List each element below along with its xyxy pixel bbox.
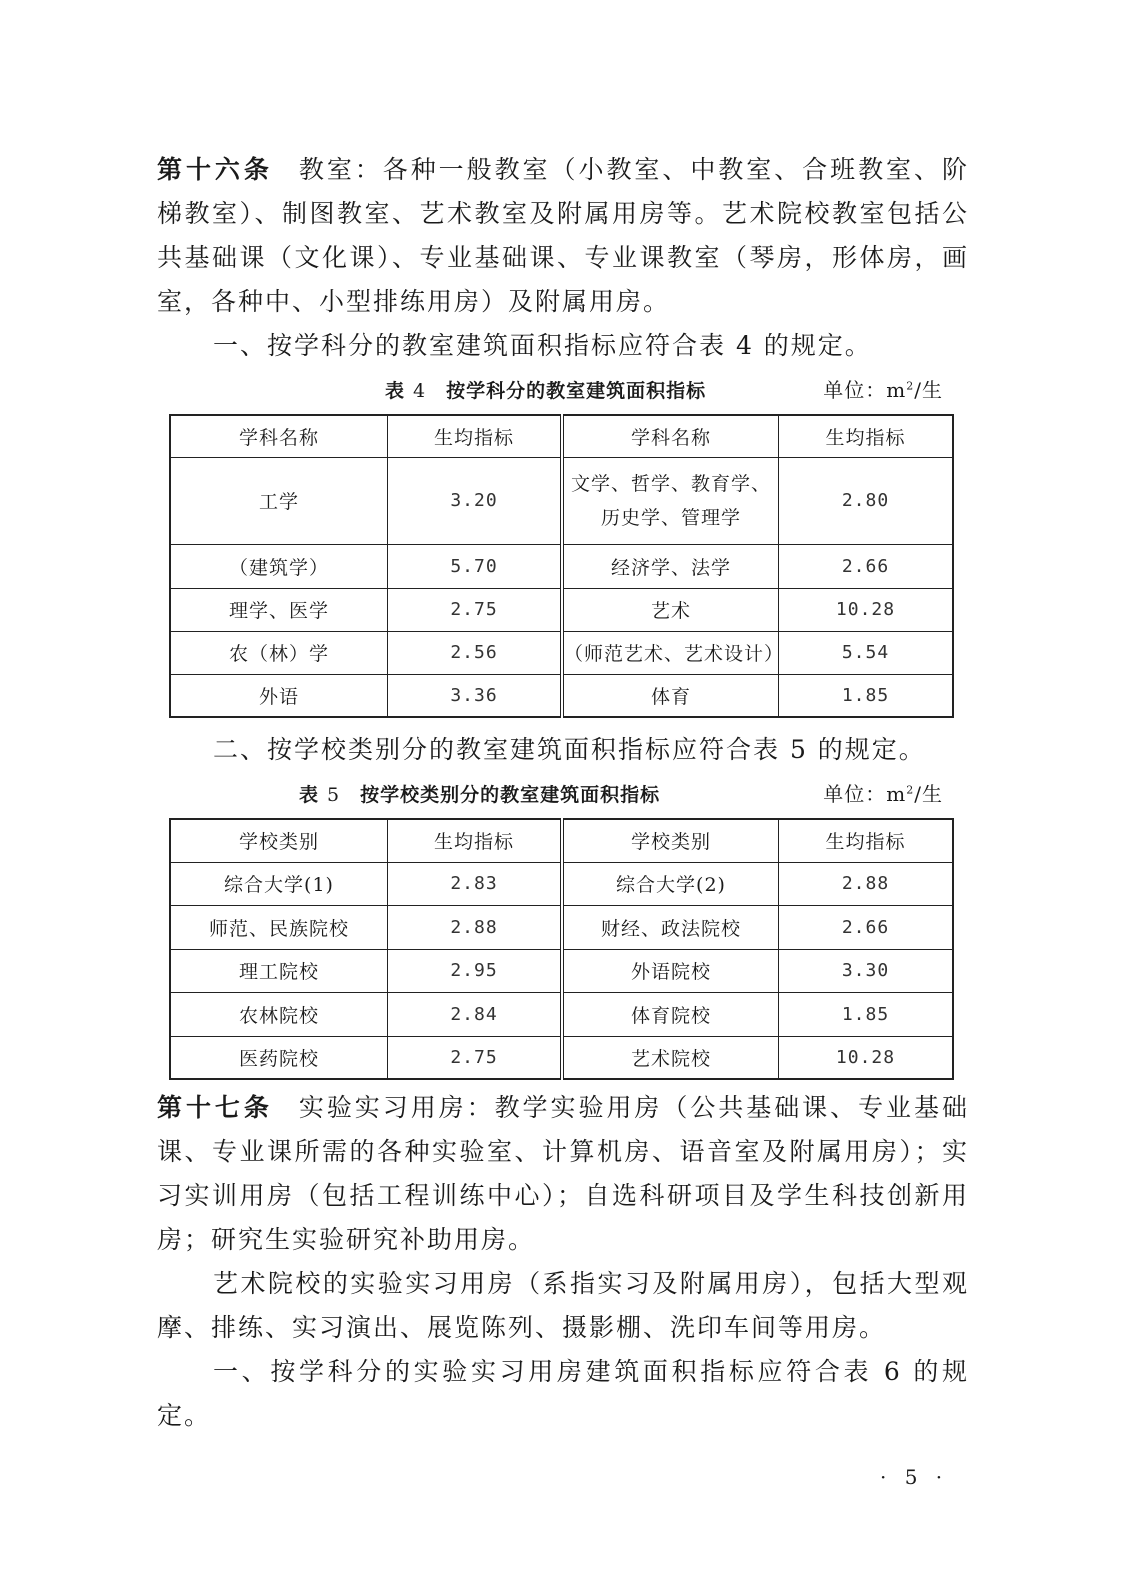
table-header-cell: 生均指标 [779,415,954,457]
table-cell: 2.95 [388,949,563,992]
table-5-caption-row [157,774,969,814]
article-16-text: 教室：各种一般教室（小教室、中教室、合班教室、阶梯教室）、制图教室、艺术教室及附属用房等。艺术院校教室包括公共基础课（文化课）、专业基础课、专业课教室（琴房，形体房，画室，各种中、小型排练用房）及附属用房。 [157,155,969,316]
table-cell: 2.88 [388,905,563,949]
table-header-row [170,819,953,862]
table-cell: 理工院校 [170,949,388,992]
table-cell: （师范艺术、艺术设计） [562,631,779,674]
table-row [170,905,953,949]
table-cell: 2.75 [388,1036,563,1079]
table-cell: 师范、民族院校 [170,905,388,949]
table-cell: 医药院校 [170,1036,388,1079]
table-cell: 农林院校 [170,992,388,1036]
table-header-cell: 学科名称 [562,415,779,457]
table-cell: 农（林）学 [170,631,388,674]
table-cell: 5.70 [388,544,563,588]
table-row [170,862,953,905]
table-header-cell: 学校类别 [170,819,388,862]
article-17-paragraph [157,1086,969,1262]
table-5 [169,818,954,1080]
page-content [157,148,969,1438]
article-17-text: 实验实习用房：教学实验用房（公共基础课、专业基础课、专业课所需的各种实验室、计算机房、语音室及附属用房）；实习实训用房（包括工程训练中心）；自选科研项目及学生科技创新用房；研究生实验研究补助用房。 [157,1093,969,1254]
table-header-cell: 生均指标 [388,819,563,862]
table-cell: 2.80 [779,457,954,544]
table-row [170,992,953,1036]
page-number: · 5 · [880,1465,949,1489]
table-row [170,631,953,674]
table-5-unit: 单位：$m^2/$生 [823,782,943,806]
table-header-cell: 学校类别 [562,819,779,862]
table-row [170,457,953,544]
table-cell: 理学、医学 [170,588,388,631]
item-2-paragraph: 二、按学校类别分的教室建筑面积指标应符合表 5 的规定。 [213,735,926,764]
table-cell: 综合大学(1) [170,862,388,905]
table-cell: 2.56 [388,631,563,674]
table-cell: 2.66 [779,544,954,588]
table-cell: 外语 [170,674,388,717]
table-4-unit: 单位：$m^2/$生 [823,378,943,402]
table-row [170,674,953,717]
table-row [170,1036,953,1079]
table-cell: 2.75 [388,588,563,631]
table-cell: 体育 [562,674,779,717]
table-cell: 2.66 [779,905,954,949]
article-16-item-1: 一、按学科分的教室建筑面积指标应符合表 4 的规定。 [213,331,872,360]
table-header-cell: 学科名称 [170,415,388,457]
table-cell: 5.54 [779,631,954,674]
table-header-cell: 生均指标 [779,819,954,862]
table-cell: 外语院校 [562,949,779,992]
table-cell: 3.36 [388,674,563,717]
table-cell: 工学 [170,457,388,544]
table-5-caption: 表 5 按学校类别分的教室建筑面积指标 [299,784,661,806]
article-16-paragraph [157,148,969,324]
table-header-cell: 生均指标 [388,415,563,457]
table-cell: 1.85 [779,992,954,1036]
table-cell: 10.28 [779,1036,954,1079]
table-4-caption: 表 4 按学科分的教室建筑面积指标 [385,380,707,402]
table-cell: 3.20 [388,457,563,544]
table-cell: 2.83 [388,862,563,905]
table-cell: 2.84 [388,992,563,1036]
table-cell: 艺术院校 [562,1036,779,1079]
table-cell: 财经、政法院校 [562,905,779,949]
table-cell: 综合大学(2) [562,862,779,905]
table-cell: 10.28 [779,588,954,631]
article-17-item-1: 一、按学科分的实验实习用房建筑面积指标应符合表 6 的规定。 [157,1357,969,1430]
table-row [170,588,953,631]
table-4-caption-row [157,370,969,410]
table-row [170,949,953,992]
article-17-paragraph-2: 艺术院校的实验实习用房（系指实习及附属用房），包括大型观摩、排练、实习演出、展览陈列、摄影棚、洗印车间等用房。 [157,1269,969,1342]
table-cell: 艺术 [562,588,779,631]
table-cell: （建筑学） [170,544,388,588]
table-header-row [170,415,953,457]
table-row [170,544,953,588]
table-cell: 文学、哲学、教育学、 历史学、管理学 [562,457,779,544]
table-cell: 1.85 [779,674,954,717]
table-cell: 体育院校 [562,992,779,1036]
article-17-label: 第十七条 [157,1093,273,1122]
table-cell: 经济学、法学 [562,544,779,588]
table-cell: 2.88 [779,862,954,905]
table-cell: 3.30 [779,949,954,992]
article-16-label: 第十六条 [157,155,273,184]
table-4 [169,414,954,718]
